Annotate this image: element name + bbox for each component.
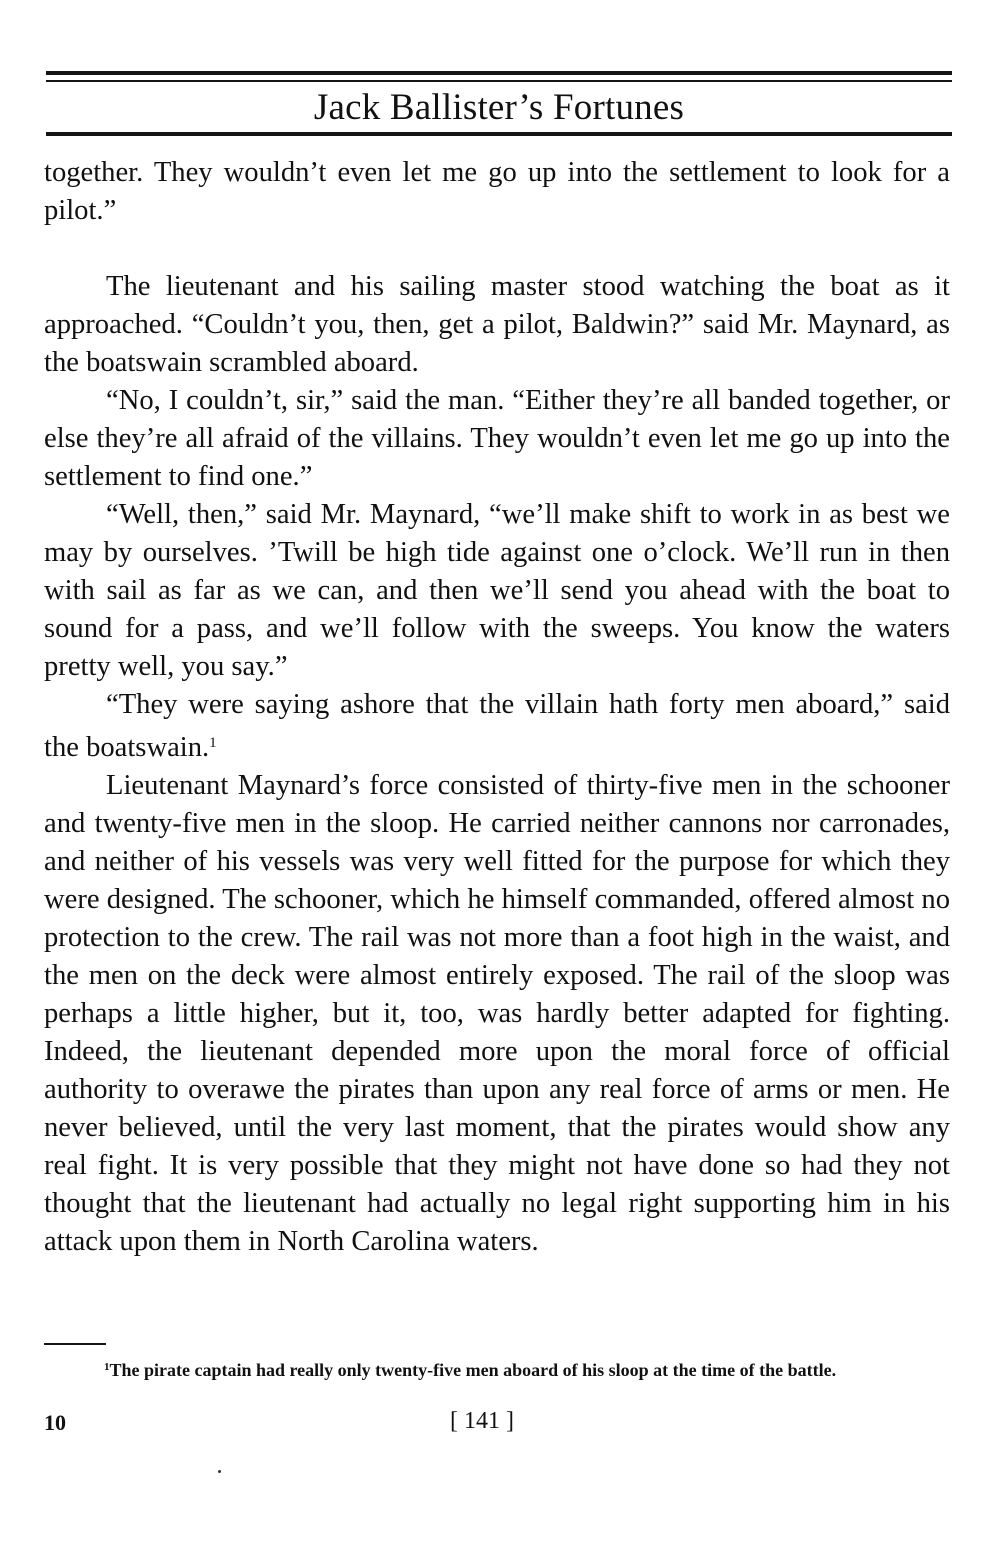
header-rule-thick — [46, 71, 952, 75]
body-text — [44, 154, 950, 1261]
page-number: [ 141 ] — [450, 1408, 514, 1434]
footnote-text: The pirate captain had really only twenty-five men aboard of his sloop at the time of the battle. — [109, 1360, 837, 1380]
footnote-rule — [44, 1343, 106, 1345]
paragraph-with-footnote-ref — [44, 686, 950, 767]
paragraph: “Well, then,” said Mr. Maynard, “we’ll make shift to work in as best we may by ourselves. ’Twill be high tide against one o’clock. We’ll run in then with sail as far as we can, and then we’ll send you ahead with the boat to sound for a pass, and we’ll follow with the sweeps. You know the waters pretty well, you say.” — [44, 499, 950, 682]
footnote-reference: 1 — [209, 735, 217, 751]
footnote — [44, 1356, 950, 1381]
running-head-rule — [46, 132, 952, 136]
footnote-marker: 1 — [104, 1361, 110, 1373]
paragraph: Lieutenant Maynard’s force consisted of thirty-five men in the schooner and twenty-five men in the sloop. He carried neither cannons nor carronades, and neither of his vessels was very well fitted for the purpose for which they were designed. The schooner, which he himself commanded, offered almost no protection to the crew. The rail was not more than a foot high in the waist, and the men on the deck were almost entirely exposed. The rail of the sloop was perhaps a little higher, but it, too, was hardly better adapted for fighting. Indeed, the lieutenant depended more upon the moral force of official authority to overawe the pirates than upon any real force of arms or men. He never believed, until the very last moment, that the pirates would show any real fight. It is very possible that they might not have done so had they not thought that the lieutenant had actually no legal right supporting him in his attack upon them in North Carolina waters. — [44, 770, 950, 1257]
book-page — [44, 0, 950, 1568]
paragraph-continued: together. They wouldn’t even let me go up into the settlement to look for a pilot.” — [44, 157, 950, 226]
paragraph: “No, I couldn’t, sir,” said the man. “Either they’re all banded together, or else they’re all afraid of the villains. They wouldn’t even let me go up into the settlement to find one.” — [44, 385, 950, 492]
running-head: Jack Ballister’s Fortunes — [313, 87, 685, 128]
paragraph: The lieutenant and his sailing master stood watching the boat as it approached. “Couldn’t you, then, get a pilot, Baldwin?” said Mr. Maynard, as the boatswain scrambled aboard. — [44, 271, 950, 378]
paragraph-text: “They were saying ashore that the villain hath forty men aboard,” said the boatswain. — [44, 689, 950, 763]
signature-mark: 10 — [44, 1410, 66, 1435]
print-speck — [218, 1470, 221, 1473]
header-rule-thin — [46, 80, 952, 82]
